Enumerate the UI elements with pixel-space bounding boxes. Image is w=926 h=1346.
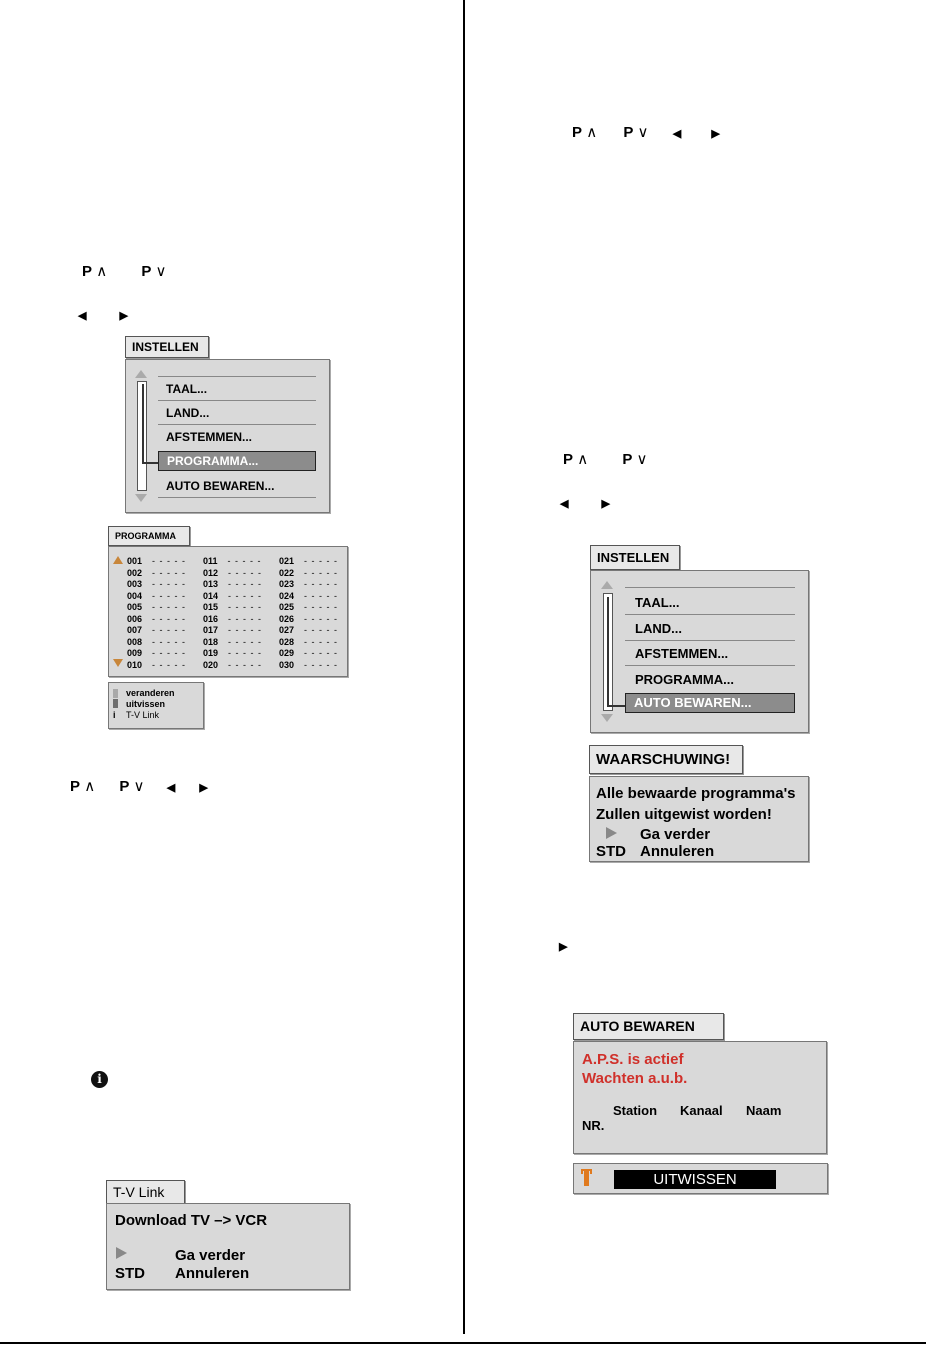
table-row[interactable]: 024 - - - - - [279, 590, 339, 601]
chevron-down-icon: ∨ [636, 451, 648, 468]
legend-box [108, 682, 204, 729]
instellen-tab-2: INSTELLEN [590, 545, 680, 570]
warning-line-2: Zullen uitgewist worden! [596, 806, 772, 823]
legend-swatch-light [113, 689, 118, 698]
warning-line-1: Alle bewaarde programma's [596, 785, 796, 802]
legend-tvlink: T-V Link [126, 710, 160, 720]
warning-continue[interactable]: Ga verder [640, 826, 711, 843]
table-row[interactable]: 026 - - - - - [279, 613, 339, 624]
table-row[interactable]: 007 - - - - - [127, 625, 187, 635]
col-nr: NR. [582, 1118, 605, 1133]
auto-bewaren-box [573, 1041, 827, 1154]
col-station: Station [613, 1103, 658, 1118]
bottom-rule [0, 1342, 926, 1344]
tvlink-tab: T-V Link [106, 1180, 185, 1204]
table-row[interactable]: 002 - - - - - [127, 567, 187, 578]
aps-status: A.P.S. is actief [582, 1051, 684, 1068]
programma-tab: PROGRAMMA [108, 526, 190, 546]
legend-swatch-dark [113, 699, 118, 708]
table-row[interactable]: 008 - - - - - [127, 636, 187, 647]
program-column-1 [127, 556, 186, 671]
menu-item-auto-bewaren[interactable]: AUTO BEWAREN... [166, 479, 275, 493]
table-row[interactable]: 012 - - - - - [203, 567, 263, 578]
chevron-up-icon: ∧ [96, 263, 108, 280]
table-row[interactable]: 017 - - - - - [203, 625, 263, 635]
table-row[interactable]: 005 - - - - - [127, 602, 187, 612]
right-arrow-icon: ▶ [559, 941, 568, 953]
left-arrow-icon: ◀ [166, 782, 176, 794]
table-row[interactable]: 025 - - - - - [279, 602, 339, 612]
menu-item-taal[interactable]: TAAL... [635, 595, 680, 610]
selection-connector [607, 597, 627, 707]
table-row[interactable]: 004 - - - - - [127, 590, 187, 601]
table-row[interactable]: 003 - - - - - [127, 579, 187, 589]
table-up-icon [113, 556, 123, 564]
p-down-key: P ∨ [622, 451, 648, 468]
left-arrow-icon: ◀ [672, 128, 682, 140]
play-icon [116, 1247, 127, 1259]
menu-item-programma-selected[interactable]: PROGRAMMA... [158, 451, 316, 471]
left-arrow-icon: ◀ [560, 498, 569, 510]
table-row[interactable]: 001 - - - - - [127, 556, 187, 566]
program-column-2 [203, 556, 262, 671]
erase-button[interactable]: UITWISSEN [614, 1170, 776, 1189]
menu-item-afstemmen[interactable]: AFSTEMMEN... [166, 430, 252, 444]
scroll-down-icon [135, 494, 147, 502]
table-row[interactable]: 015 - - - - - [203, 602, 263, 612]
table-row[interactable]: 022 - - - - - [279, 567, 339, 578]
tvlink-continue[interactable]: Ga verder [175, 1247, 246, 1264]
chevron-up-icon: ∧ [586, 124, 598, 141]
table-row[interactable]: 023 - - - - - [279, 579, 339, 589]
menu-item-auto-bewaren-selected[interactable]: AUTO BEWAREN... [625, 693, 795, 713]
table-down-icon [113, 659, 123, 667]
table-row[interactable]: 016 - - - - - [203, 613, 263, 624]
table-row[interactable]: 011 - - - - - [203, 556, 262, 566]
key-row-left-right-2 [560, 497, 610, 510]
table-row[interactable]: 027 - - - - - [279, 625, 339, 635]
instellen-tab-1: INSTELLEN [125, 336, 209, 358]
auto-bewaren-tab: AUTO BEWAREN [573, 1013, 724, 1040]
table-row[interactable]: 009 - - - - - [127, 648, 187, 658]
key-row-p-updown [82, 262, 167, 280]
wrench-icon-head [581, 1169, 592, 1174]
warning-std-key: STD [596, 843, 626, 860]
warning-tab: WAARSCHUWING! [589, 745, 743, 774]
table-row[interactable]: 010 - - - - - [127, 659, 187, 670]
column-divider [463, 0, 465, 1334]
menu-item-afstemmen[interactable]: AFSTEMMEN... [635, 646, 729, 661]
warning-cancel[interactable]: Annuleren [640, 843, 715, 860]
p-down-key: P ∨ [119, 778, 145, 795]
table-row[interactable]: 018 - - - - - [203, 636, 263, 647]
table-row[interactable]: 006 - - - - - [127, 613, 187, 624]
right-arrow-icon: ▶ [711, 128, 720, 140]
scroll-down-icon [601, 714, 613, 722]
right-arrow-icon: ▶ [199, 782, 208, 794]
table-row[interactable]: 029 - - - - - [279, 648, 339, 658]
instellen-menu-1 [125, 359, 330, 513]
wait-status: Wachten a.u.b. [582, 1070, 688, 1087]
tvlink-std-key: STD [115, 1265, 145, 1282]
table-row[interactable]: 019 - - - - - [203, 648, 263, 658]
instellen-menu-2 [590, 570, 809, 733]
right-arrow-icon: ▶ [601, 498, 610, 510]
legend-info-icon: i [113, 710, 116, 720]
p-down-key: P ∨ [623, 124, 649, 141]
table-row[interactable]: 028 - - - - - [279, 636, 339, 647]
tvlink-cancel[interactable]: Annuleren [175, 1265, 250, 1282]
tvlink-download-text: Download TV –> VCR [115, 1212, 268, 1229]
table-row[interactable]: 021 - - - - - [279, 556, 339, 566]
programma-table [108, 546, 348, 677]
chevron-down-icon: ∨ [155, 263, 167, 280]
col-kanaal: Kanaal [680, 1103, 723, 1118]
scroll-up-icon [601, 581, 613, 589]
menu-item-land[interactable]: LAND... [166, 406, 210, 420]
legend-veranderen: veranderen [126, 688, 175, 698]
program-column-3 [279, 556, 338, 671]
play-icon [606, 827, 617, 839]
legend-uitvissen: uitvissen [126, 699, 166, 709]
col-naam: Naam [746, 1103, 782, 1118]
menu-item-land[interactable]: LAND... [635, 621, 682, 636]
info-icon: i [91, 1071, 108, 1088]
table-row[interactable]: 013 - - - - - [203, 579, 263, 589]
scroll-up-icon [135, 370, 147, 378]
table-row[interactable]: 020 - - - - - [203, 659, 263, 670]
p-down-key: P ∨ [141, 263, 167, 280]
chevron-down-icon: ∨ [637, 124, 649, 141]
right-arrow-icon: ▶ [119, 310, 128, 322]
p-up-key: P ∧ [563, 451, 589, 468]
key-row-left-right [78, 309, 128, 322]
p-up-key: P ∧ [82, 263, 108, 280]
p-up-key: P ∧ [70, 778, 96, 795]
left-arrow-icon: ◀ [78, 310, 87, 322]
chevron-up-icon: ∧ [577, 451, 589, 468]
table-row[interactable]: 030 - - - - - [279, 659, 339, 670]
warning-box [589, 776, 809, 862]
p-up-key: P ∧ [572, 124, 598, 141]
table-row[interactable]: 014 - - - - - [203, 590, 263, 601]
erase-bar [573, 1163, 828, 1194]
tvlink-box [106, 1203, 350, 1290]
key-row-navigation [70, 777, 208, 795]
key-row-p-updown-2 [563, 450, 648, 468]
chevron-up-icon: ∧ [84, 778, 96, 795]
menu-item-taal[interactable]: TAAL... [166, 382, 208, 396]
menu-item-programma[interactable]: PROGRAMMA... [635, 672, 734, 687]
chevron-down-icon: ∨ [133, 778, 145, 795]
key-row-navigation-2 [572, 123, 720, 141]
